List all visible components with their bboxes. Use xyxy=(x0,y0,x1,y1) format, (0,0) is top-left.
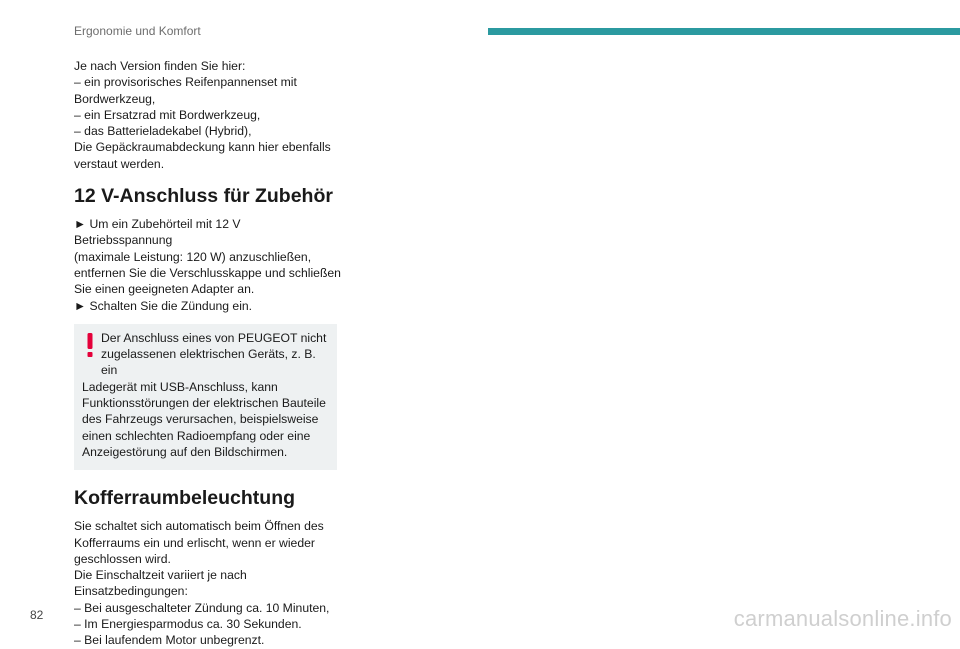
page-number: 82 xyxy=(30,608,44,622)
socket-heading: 12 V-Anschluss für Zubehör xyxy=(74,185,333,208)
lighting-heading: Kofferraumbeleuchtung xyxy=(74,487,296,510)
socket-paragraph: ► Um ein Zubehörteil mit 12 V Betriebsspannung (maximale Leistung: 120 W) anzuschließen, entfernen Sie die Verschlusskappe und schließen Sie einen geeigneten Adapter an. ► Schalten Sie die Zündung ein. xyxy=(74,217,341,313)
intro-paragraph: Je nach Version finden Sie hier: – ein provisorisches Reifenpannenset mit Bordwerkzeug, – ein Ersatzrad mit Bordwerkzeug, – das Batterieladekabel (Hybrid), Die Gepäckraumabdeckung kann hier ebenfalls verstaut werden. xyxy=(74,59,331,171)
warning-box xyxy=(74,324,337,470)
section-header: Ergonomie und Komfort xyxy=(74,24,201,38)
watermark-logo: carmanualsonline.info xyxy=(733,606,952,631)
section-color-bar xyxy=(488,28,960,35)
lighting-paragraph: Sie schaltet sich automatisch beim Öffnen des Kofferraums ein und erlischt, wenn er wieder geschlossen wird. Die Einschaltzeit variiert je nach Einsatzbedingungen: – Bei ausgeschalteter Zündung ca. 10 Minuten, – Im Energiesparmodus ca. 30 Sekunden. – Bei laufendem Motor unbegrenzt. xyxy=(74,519,330,648)
exclamation-icon xyxy=(86,333,94,357)
content-column xyxy=(74,58,342,649)
warning-text-rest: Ladegerät mit USB-Anschluss, kann Funktionsstörungen der elektrischen Bauteile des Fahrzeugs verursachen, beispielsweise einen schlechten Radioempfang oder eine Anzeigestörung auf den Bildschirmen. xyxy=(82,379,326,459)
warning-text-first: Der Anschluss eines von PEUGEOT nicht zugelassenen elektrischen Geräts, z. B. ein xyxy=(101,330,327,378)
